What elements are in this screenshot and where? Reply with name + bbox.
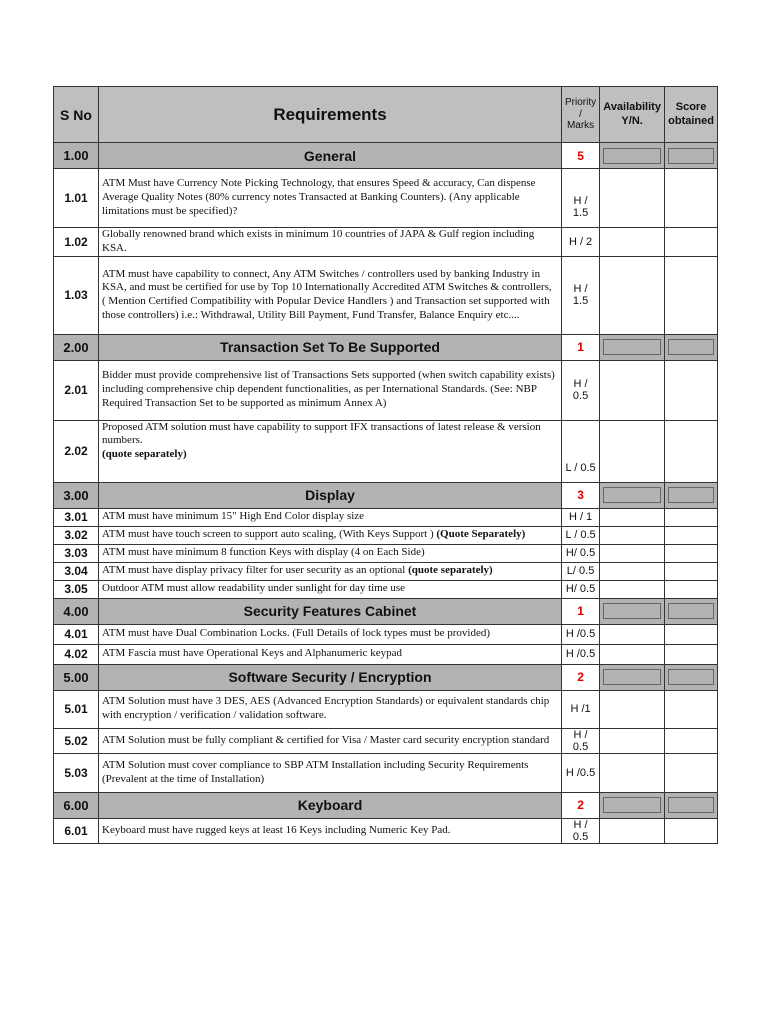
- item-availability-cell[interactable]: [600, 256, 665, 334]
- item-priority: H /0.5: [562, 753, 600, 792]
- table-row: [54, 420, 718, 482]
- section-row: [54, 143, 718, 169]
- item-number: 6.01: [54, 818, 99, 843]
- item-requirement-text: ATM must have touch screen to support auto scaling, (With Keys Support ): [102, 528, 437, 541]
- table-row: [54, 753, 718, 792]
- item-requirement: [99, 544, 562, 562]
- table-row: [54, 818, 718, 843]
- item-requirement-text: ATM must have Dual Combination Locks. (Full Details of lock types must be provided): [102, 627, 491, 640]
- section-number: 4.00: [54, 598, 99, 624]
- item-requirement-text: Bidder must provide comprehensive list of Transactions Sets supported (when switch capability exists) including comprehensive chip dependent functionalities, as per International Standards. (See: NBP Required Transaction Set to be supported as minimum Annex A): [102, 369, 555, 409]
- item-requirement: [99, 169, 562, 228]
- section-title: Security Features Cabinet: [99, 598, 562, 624]
- item-priority: H / 0.5: [562, 818, 600, 843]
- section-score-box: [668, 797, 714, 813]
- section-score-cell: [665, 143, 718, 169]
- item-requirement-text: ATM must have minimum 15" High End Color display size: [102, 510, 365, 523]
- item-priority: L / 0.5: [562, 526, 600, 544]
- item-requirement: [99, 580, 562, 598]
- item-requirement-text: ATM Fascia must have Operational Keys and Alphanumeric keypad: [102, 647, 402, 660]
- item-number: 3.01: [54, 508, 99, 526]
- item-score-cell[interactable]: [665, 644, 718, 664]
- item-score-cell[interactable]: [665, 526, 718, 544]
- section-availability-cell: [600, 334, 665, 360]
- section-title: Display: [99, 482, 562, 508]
- item-requirement-text: Globally renowned brand which exists in minimum 10 countries of JAPA & Gulf region including KSA.: [102, 228, 535, 254]
- section-availability-cell: [600, 664, 665, 690]
- section-score-box: [668, 339, 714, 355]
- item-score-cell[interactable]: [665, 508, 718, 526]
- header-requirements: Requirements: [99, 87, 562, 143]
- item-priority: H /1: [562, 690, 600, 728]
- item-priority: H / 1.5: [562, 256, 600, 334]
- item-number: 1.01: [54, 169, 99, 228]
- item-requirement: [99, 728, 562, 753]
- header-row: [54, 87, 718, 143]
- item-availability-cell[interactable]: [600, 562, 665, 580]
- item-availability-cell[interactable]: [600, 544, 665, 562]
- item-number: 4.02: [54, 644, 99, 664]
- item-requirement-text: ATM must have capability to connect, Any ATM Switches / controllers used by banking Industry in KSA, and must be certified for use by Top 10 Internationally Accredited ATM Switches & controllers, ( Mention Certified Compatibility with Popular Device Handlers ) and Transaction set supported with those controllers) i.e.: Withdrawal, Utility Bill Payment, Fund Transfer, Balance Enquiry etc....: [102, 267, 552, 321]
- item-availability-cell[interactable]: [600, 580, 665, 598]
- item-requirement: [99, 508, 562, 526]
- item-requirement-text: ATM Solution must have 3 DES, AES (Advanced Encryption Standards) or equivalent standards chip with encryption / verification / validation software.: [102, 695, 550, 721]
- item-priority: H / 1: [562, 508, 600, 526]
- section-weight: 1: [562, 334, 600, 360]
- item-availability-cell[interactable]: [600, 420, 665, 482]
- table-row: [54, 169, 718, 228]
- section-availability-box: [603, 487, 661, 503]
- item-requirement: [99, 624, 562, 644]
- item-requirement: [99, 420, 562, 482]
- item-availability-cell[interactable]: [600, 624, 665, 644]
- item-requirement: [99, 818, 562, 843]
- item-number: 1.02: [54, 228, 99, 257]
- header-priority: [562, 87, 600, 143]
- item-requirement: [99, 360, 562, 420]
- item-number: 5.01: [54, 690, 99, 728]
- item-number: 4.01: [54, 624, 99, 644]
- item-availability-cell[interactable]: [600, 728, 665, 753]
- table-row: [54, 256, 718, 334]
- section-row: [54, 598, 718, 624]
- item-requirement: [99, 256, 562, 334]
- section-number: 1.00: [54, 143, 99, 169]
- item-score-cell[interactable]: [665, 360, 718, 420]
- item-number: 3.02: [54, 526, 99, 544]
- section-score-box: [668, 669, 714, 685]
- item-availability-cell[interactable]: [600, 818, 665, 843]
- item-requirement-text: ATM Solution must cover compliance to SBP ATM Installation including Security Requirements (Prevalent at the time of Installation): [102, 758, 529, 785]
- item-number: 3.05: [54, 580, 99, 598]
- item-requirement-text: ATM must have display privacy filter for user security as an optional: [102, 564, 409, 577]
- table-row: [54, 508, 718, 526]
- item-requirement-text: ATM must have minimum 8 function Keys with display (4 on Each Side): [102, 546, 425, 559]
- item-requirement: [99, 753, 562, 792]
- section-row: [54, 482, 718, 508]
- item-score-cell[interactable]: [665, 818, 718, 843]
- section-score-box: [668, 487, 714, 503]
- item-priority: H /0.5: [562, 624, 600, 644]
- item-priority: H/ 0.5: [562, 580, 600, 598]
- item-priority: H/ 0.5: [562, 544, 600, 562]
- header-availability-line1: Availability: [603, 101, 661, 114]
- section-score-cell: [665, 792, 718, 818]
- requirements-table: [53, 86, 718, 844]
- item-score-cell[interactable]: [665, 544, 718, 562]
- item-availability-cell[interactable]: [600, 644, 665, 664]
- section-score-box: [668, 148, 714, 164]
- section-weight: 2: [562, 664, 600, 690]
- table-row: [54, 728, 718, 753]
- item-requirement-note: (quote separately): [408, 564, 493, 577]
- section-number: 5.00: [54, 664, 99, 690]
- section-weight: 1: [562, 598, 600, 624]
- item-score-cell[interactable]: [665, 256, 718, 334]
- section-score-cell: [665, 664, 718, 690]
- section-row: [54, 334, 718, 360]
- item-availability-cell[interactable]: [600, 526, 665, 544]
- item-number: 5.03: [54, 753, 99, 792]
- section-weight: 5: [562, 143, 600, 169]
- item-priority: L / 0.5: [562, 420, 600, 482]
- item-number: 1.03: [54, 256, 99, 334]
- item-requirement-text: Proposed ATM solution must have capability to support IFX transactions of latest release & version numbers.: [102, 420, 541, 447]
- header-availability-line2: Y/N.: [621, 114, 643, 127]
- section-availability-cell: [600, 598, 665, 624]
- header-priority-line1: Priority: [565, 97, 597, 109]
- item-priority: H /0.5: [562, 644, 600, 664]
- table-row: [54, 690, 718, 728]
- item-number: 5.02: [54, 728, 99, 753]
- item-requirement-text: ATM Solution must be fully compliant & certified for Visa / Master card security encryption standard: [102, 733, 550, 746]
- section-score-cell: [665, 482, 718, 508]
- section-weight: 2: [562, 792, 600, 818]
- section-number: 3.00: [54, 482, 99, 508]
- table-row: [54, 544, 718, 562]
- section-availability-box: [603, 339, 661, 355]
- header-score-line2: obtained: [668, 114, 714, 127]
- table-row: [54, 228, 718, 257]
- section-title: Keyboard: [99, 792, 562, 818]
- item-priority: L/ 0.5: [562, 562, 600, 580]
- table-row: [54, 624, 718, 644]
- table-row: [54, 562, 718, 580]
- section-availability-cell: [600, 792, 665, 818]
- item-requirement: [99, 644, 562, 664]
- item-score-cell[interactable]: [665, 228, 718, 257]
- item-requirement: [99, 228, 562, 257]
- section-score-cell: [665, 334, 718, 360]
- item-score-cell[interactable]: [665, 753, 718, 792]
- item-requirement-text: ATM Must have Currency Note Picking Technology, that ensures Speed & accuracy, Can dispense Average Quality Notes (80% currency notes Transacted at Banking Counters). (Any applicable limitations must be specified)?: [102, 177, 536, 217]
- table-row: [54, 360, 718, 420]
- item-score-cell[interactable]: [665, 580, 718, 598]
- item-requirement-note: (Quote Separately): [436, 528, 526, 541]
- header-score: [665, 87, 718, 143]
- section-number: 2.00: [54, 334, 99, 360]
- table-row: [54, 580, 718, 598]
- section-title: General: [99, 143, 562, 169]
- item-score-cell[interactable]: [665, 690, 718, 728]
- item-requirement-text: Keyboard must have rugged keys at least 16 Keys including Numeric Key Pad.: [102, 823, 451, 836]
- item-priority: H / 1.5: [562, 169, 600, 228]
- item-availability-cell[interactable]: [600, 228, 665, 257]
- section-availability-box: [603, 603, 661, 619]
- item-score-cell[interactable]: [665, 562, 718, 580]
- item-availability-cell[interactable]: [600, 169, 665, 228]
- section-score-cell: [665, 598, 718, 624]
- section-row: [54, 664, 718, 690]
- item-number: 2.01: [54, 360, 99, 420]
- table-row: [54, 644, 718, 664]
- item-priority: H / 0.5: [562, 728, 600, 753]
- item-availability-cell[interactable]: [600, 690, 665, 728]
- item-score-cell[interactable]: [665, 624, 718, 644]
- section-availability-cell: [600, 143, 665, 169]
- item-priority: H / 0.5: [562, 360, 600, 420]
- section-title: Transaction Set To Be Supported: [99, 334, 562, 360]
- item-score-cell[interactable]: [665, 728, 718, 753]
- header-sno: S No: [54, 87, 99, 143]
- section-availability-box: [603, 797, 661, 813]
- item-priority: H / 2: [562, 228, 600, 257]
- header-score-line1: Score: [675, 101, 707, 114]
- section-availability-box: [603, 148, 661, 164]
- section-availability-box: [603, 669, 661, 685]
- item-availability-cell[interactable]: [600, 508, 665, 526]
- item-requirement: [99, 690, 562, 728]
- item-requirement: [99, 562, 562, 580]
- header-priority-line2: / Marks: [566, 108, 595, 132]
- item-score-cell[interactable]: [665, 420, 718, 482]
- header-availability: [600, 87, 665, 143]
- item-number: 3.04: [54, 562, 99, 580]
- item-requirement: [99, 526, 562, 544]
- item-availability-cell[interactable]: [600, 360, 665, 420]
- item-score-cell[interactable]: [665, 169, 718, 228]
- item-requirement-text: Outdoor ATM must allow readability under sunlight for day time use: [102, 582, 406, 595]
- section-row: [54, 792, 718, 818]
- table-row: [54, 526, 718, 544]
- section-title: Software Security / Encryption: [99, 664, 562, 690]
- item-requirement-note: (quote separately): [102, 448, 187, 460]
- section-score-box: [668, 603, 714, 619]
- section-number: 6.00: [54, 792, 99, 818]
- section-weight: 3: [562, 482, 600, 508]
- item-availability-cell[interactable]: [600, 753, 665, 792]
- item-number: 3.03: [54, 544, 99, 562]
- section-availability-cell: [600, 482, 665, 508]
- item-number: 2.02: [54, 420, 99, 482]
